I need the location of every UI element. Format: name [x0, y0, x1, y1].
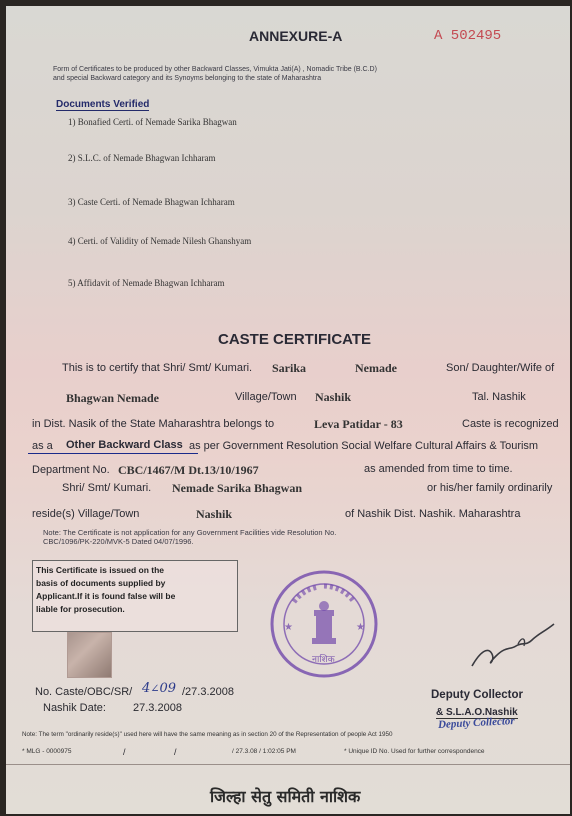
caste-recognized-label: Caste is recognized: [462, 418, 559, 430]
mlg-number: * MLG - 0000975: [22, 748, 72, 755]
cert-line1-prefix: This is to certify that Shri/ Smt/ Kumari.: [62, 362, 253, 374]
officer-stamp: Deputy Collector: [437, 715, 515, 731]
caste-number-date: /27.3.2008: [182, 686, 234, 698]
document-item-1: 1) Bonafied Certi. of Nemade Sarika Bhagwan: [68, 117, 237, 127]
officer-signature: [466, 616, 562, 672]
cert-line6-prefix: Shri/ Smt/ Kumari.: [62, 482, 152, 494]
officer-title: Deputy Collector: [431, 689, 524, 701]
caste-value: Leva Patidar - 83: [314, 417, 403, 431]
ordinarily-label: or his/her family ordinarily: [427, 482, 553, 494]
applicant-surname: Nemade: [355, 361, 397, 375]
warning-line4: liable for prosecution.: [36, 604, 125, 614]
cert-line7-prefix: reside(s) Village/Town: [32, 508, 140, 520]
category-underline: [28, 453, 198, 454]
village-value: Nashik: [315, 390, 352, 404]
note-line1: Note: The Certificate is not application for any Government Facilities vide Resolution No.: [43, 528, 337, 537]
nashik-date-label: Nashik Date:: [43, 702, 106, 714]
document-item-2: 2) S.L.C. of Nemade Bhagwan Ichharam: [68, 153, 216, 163]
slash-mark-1: /: [123, 747, 126, 757]
certificate-title: CASTE CERTIFICATE: [218, 331, 372, 348]
warning-line2: basis of documents supplied by: [36, 578, 166, 588]
form-description-line1: Form of Certificates to be produced by other Backward Classes, Vimukta Jati(A) , Nomadic Tribe (B.C.D): [53, 66, 377, 73]
government-order-number: CBC/1467/M Dt.13/10/1967: [118, 463, 259, 477]
caste-number-handwritten: 4∠09: [142, 681, 177, 696]
taluka-value: Tal. Nashik: [472, 391, 526, 403]
resolution-text: as per Government Resolution Social Welfare Cultural Affairs & Tourism: [189, 440, 539, 452]
seal-text: नाशिक: [312, 655, 335, 665]
slash-mark-2: /: [174, 747, 177, 757]
print-timestamp: / 27.3.08 / 1:02:05 PM: [232, 748, 296, 755]
svg-text:★: ★: [356, 622, 365, 633]
footer-divider: [6, 764, 570, 765]
unique-id-note: * Unique ID No. Used for further correspondence: [344, 748, 485, 755]
category-value: Other Backward Class: [66, 439, 183, 451]
serial-number: A 502495: [434, 28, 502, 44]
annexure-title: ANNEXURE-A: [249, 28, 343, 44]
svg-text:★: ★: [284, 622, 293, 633]
applicant-photo: [67, 632, 112, 678]
document-item-5: 5) Affidavit of Nemade Bhagwan Ichharam: [68, 278, 225, 288]
certificate-document: [6, 6, 570, 814]
issuing-office-marathi: जिल्हा सेतु समिती नाशिक: [210, 787, 361, 806]
applicant-first-name: Sarika: [272, 361, 307, 375]
form-description-line2: and special Backward category and its Synoyms belonging to the state of Maharashtra: [53, 75, 322, 82]
warning-line1: This Certificate is issued on the: [36, 565, 165, 575]
nashik-date-value: 27.3.2008: [133, 702, 182, 714]
amended-label: as amended from time to time.: [364, 463, 513, 475]
residence-town: Nashik: [196, 507, 233, 521]
documents-heading: Documents Verified: [56, 99, 150, 110]
applicant-full-name: Nemade Sarika Bhagwan: [172, 481, 303, 495]
note-line2: CBC/1096/PK-220/MVK-5 Dated 04/07/1996.: [43, 537, 194, 546]
caste-number-label: No. Caste/OBC/SR/: [35, 686, 133, 698]
official-seal: [268, 568, 380, 680]
cert-line3-prefix: in Dist. Nasik of the State Maharashtra belongs to: [32, 418, 275, 430]
document-item-3: 3) Caste Certi. of Nemade Bhagwan Ichharam: [68, 197, 235, 207]
village-label: Village/Town: [235, 391, 297, 403]
district-state-label: of Nashik Dist. Nashik. Maharashtra: [345, 508, 521, 520]
document-item-4: 4) Certi. of Validity of Nemade Nilesh Ghanshyam: [68, 236, 252, 246]
warning-line3: Applicant.If it is found false will be: [36, 591, 176, 601]
cert-line4-prefix: as a: [32, 440, 53, 452]
cert-line5-prefix: Department No.: [32, 464, 110, 476]
officer-office: & S.L.A.O.Nashik: [436, 707, 518, 718]
ordinarily-reside-note: Note: The term "ordinarily reside(s)" used here will have the same meaning as in section 20 of the Representation of people Act 1950: [22, 731, 393, 738]
relation-label: Son/ Daughter/Wife of: [446, 362, 555, 374]
father-name: Bhagwan Nemade: [66, 391, 160, 405]
